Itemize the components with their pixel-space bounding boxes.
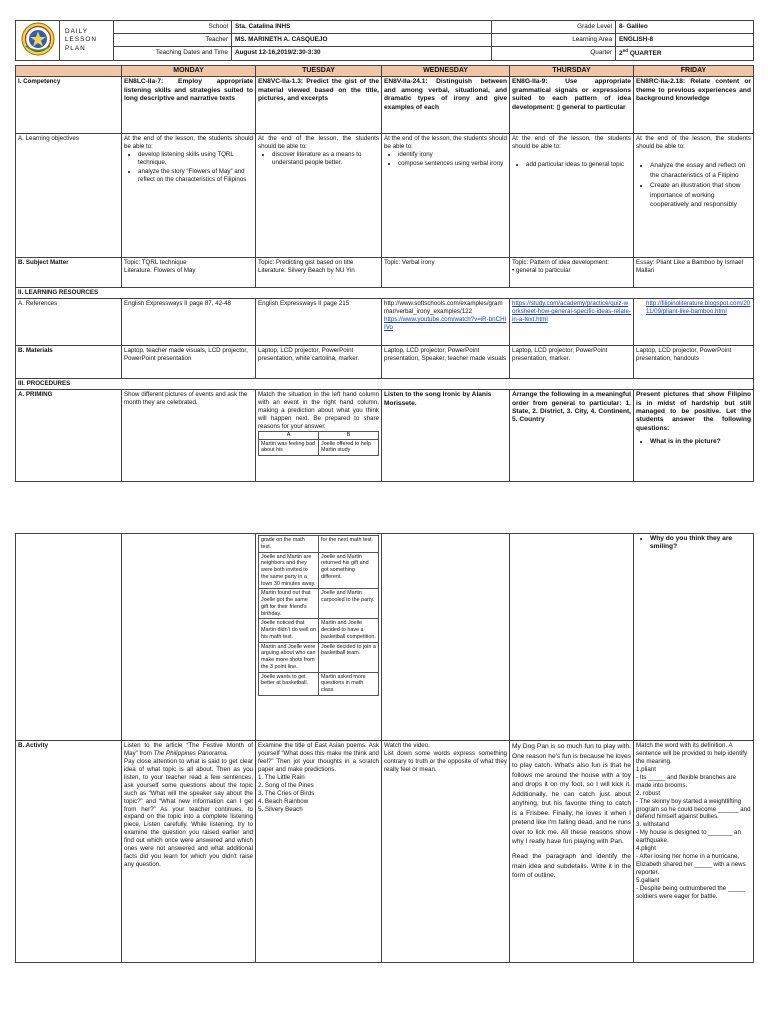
activity-source-title: The Philippines Panorama.: [153, 749, 228, 757]
activity-thursday: [510, 741, 634, 963]
reference-link[interactable]: http://filipinoliterature.blogspot.com/2011/09/pliant-like-bamboo.html: [646, 300, 751, 316]
column-b-header: B: [319, 431, 379, 439]
priming-friday: [634, 390, 754, 482]
matching-cell: grade on the math test.: [259, 536, 319, 553]
teaching-dates-label: Teaching Dates and Time: [114, 46, 232, 60]
activity-wednesday: [382, 741, 510, 963]
vocabulary-line: 1.pliant: [636, 765, 656, 773]
learning-resources-row: [16, 288, 754, 299]
vocabulary-line: 5.gallant: [636, 876, 660, 884]
activity-tuesday: [256, 741, 382, 963]
title-line: DAILY: [65, 27, 88, 35]
activity-monday: [122, 741, 256, 963]
matching-row: [259, 552, 379, 589]
objectives-row: [16, 134, 754, 258]
subject-friday: Essay: Pliant Like a Bamboo by Ismael Mallari: [634, 258, 754, 288]
competency-friday: EN8RC-IIa-2.18: Relate content or theme to previous experiences and background knowledge: [634, 77, 754, 134]
materials-wednesday: Laptop, LCD projector, PowerPoint presentation, Speaker, teacher made visuals: [382, 346, 510, 379]
learning-resources-heading: II. LEARNING RESOURCES: [16, 288, 754, 299]
quarter-suffix: nd: [622, 48, 629, 54]
objectives-label: A. Learning objectives: [16, 134, 122, 258]
priming-label: A. PRIMING: [16, 390, 122, 482]
matching-table-continued: [258, 535, 379, 696]
activity-text: Read the paragraph and identify the main idea and subdetails. Write it in the form of outline.: [512, 853, 631, 880]
priming-row-continued: [16, 534, 754, 741]
subject-tuesday: [256, 258, 382, 288]
subject-line: Literature: Flowers of May: [124, 267, 196, 275]
matching-cell: Joelle and Martin are neighbors and they were both invited to the same party in a town 30 minutes away.: [259, 552, 319, 589]
priming-friday-continued: [634, 534, 754, 741]
vocabulary-line: - Despite being outnumbered the _____ soldiers were eager for battle.: [636, 884, 746, 900]
vocabulary-line: Match the word with its definition. A sentence will be provided to help identify the meaning.: [636, 742, 748, 765]
poem-title: 5. Silvery Beach: [258, 805, 303, 813]
poem-title: 1. The Little Rain: [258, 773, 305, 781]
subject-matter-row: [16, 258, 754, 288]
matching-row: [259, 642, 379, 672]
competency-tuesday: EN8VC-IIa-1.3: Predict the gist of the material viewed based on the title, pictures, and excerpts: [256, 77, 382, 134]
teaching-dates-value: August 12-16,2019/2:30-3:30: [232, 46, 492, 60]
priming-instructions: Match the situation in the left hand column with an event in the right hand column, making a prediction about what you think will happen next. Be prepared to share reasons for your answer.: [258, 391, 379, 430]
matching-row: [259, 619, 379, 642]
objectives-intro: At the end of the lesson, the students should be able to:: [384, 135, 507, 151]
competency-label: I. Competency: [16, 77, 122, 134]
school-label: School: [114, 21, 232, 34]
subject-thursday: [510, 258, 634, 288]
objectives-intro: At the end of the lesson, the students should be able to:: [636, 135, 751, 151]
matching-cell: Joelle offered to help Martin study: [319, 439, 379, 456]
corner-cell: [16, 66, 122, 77]
poem-title: 4. Beach Rainbow: [258, 797, 309, 805]
quarter-label: Quarter: [492, 46, 616, 60]
activity-row: [16, 741, 754, 963]
priming-tuesday-continued: [256, 534, 382, 741]
day-header-friday: FRIDAY: [634, 66, 754, 77]
matching-cell: Martin found out that Joelle got the same gift for their friend's birthday.: [259, 589, 319, 619]
priming-wednesday: Listen to the song Ironic by Alanis Morissete.: [382, 390, 510, 482]
learning-area-label: Learning Area: [492, 33, 616, 46]
poem-title: 3. The Cries of Birds: [258, 789, 315, 797]
objectives-friday: [634, 134, 754, 258]
priming-friday-text: Present pictures that show Filipino is in midst of hardship but still managed to be positive. Let the students answer the following questions:: [636, 391, 751, 432]
matching-cell: for the next math test.: [319, 536, 379, 553]
poem-title: 2. Song of the Pines: [258, 781, 314, 789]
objective-item: • Analyze the essay and reflect on the characteristics of a Filipino: [650, 161, 751, 180]
matching-row: [259, 536, 379, 553]
reference-link[interactable]: https://study.com/academy/practice/quiz-worksheet-how-general-specific-ideas-relate-in-a-text.html: [512, 300, 631, 323]
title-line: PLAN: [65, 44, 86, 52]
priming-question: • Why do you think they are smiling?: [650, 535, 751, 552]
lesson-plan-table-continued: [15, 533, 754, 963]
column-a-header: A: [259, 431, 319, 439]
grade-level-value: 8- Galileo: [616, 21, 754, 34]
activity-text: Pay close attention to what is said to get clear idea of what topic is all about. Then as you listen, to your teacher read a few sentences, ask yourself some questions about the topic such as “What will the speaker say about the topic?” and “What new information can I get from her?” As your teacher continues, to expand on the topic into a complete listening piece, Listen carefully. While listening, try to examine the question you raised earlier and find out which once were answered and which ones were not answered and what additional facts did you learn for which you didn't raise any question.: [124, 757, 253, 869]
subject-line: Topic: TQRL technique: [124, 259, 187, 267]
priming-wednesday-continued: [382, 534, 510, 741]
vocabulary-line: 4.plight: [636, 845, 656, 853]
day-header-wednesday: WEDNESDAY: [382, 66, 510, 77]
objectives-intro: At the end of the lesson, the students should be able to:: [124, 135, 253, 151]
activity-friday: [634, 741, 754, 963]
objectives-monday: [122, 134, 256, 258]
subject-line: • general to particular: [512, 267, 571, 275]
teacher-value: MS. MARINETH A. CASQUEJO: [232, 33, 492, 46]
competency-monday: EN8LC-IIa-7: Employ appropriate listening skills and strategies suited to long descriptive and narrative texts: [122, 77, 256, 134]
objective-item: • compose sentences using verbal irony: [398, 160, 507, 168]
objectives-intro: At the end of the lesson, the students should be able to:: [258, 135, 379, 151]
quarter-number: 2: [619, 50, 623, 58]
vocabulary-line: - The skinny boy started a weightlifting program so he could become ______ and defend himself against bullies.: [636, 797, 751, 821]
reference-text: http://www.softschools.com/examples/grammar/verbal_irony_examples/122: [384, 300, 503, 316]
matching-row: [259, 589, 379, 619]
activity-paragraph: My Dog Pan is so much fun to play with. One reason he's fun is because he loves to play catch. What's also fun is that he follows me around the house with a toy and drops it on my foot, so I will kick it. Additionally, he can catch just about anything, but his favorite thing to catch is a Frisbee. Finally, he loves it when I pretend like I'm falling dead, and he runs over to lick me. All these reasons show why I really have fun playing with Pan.: [512, 743, 631, 846]
matching-cell: Joelle wants to get better at basketball.: [259, 672, 319, 695]
priming-question: • What is in the picture?: [650, 438, 751, 446]
objective-item: • Create an illustration that show importance of working cooperatively and responsibly: [650, 181, 751, 210]
activity-text: Watch the video.: [384, 742, 430, 749]
objective-item: • add particular ideas to general topic: [526, 161, 631, 169]
activity-label: B. Activity: [16, 741, 122, 963]
seal-icon: [21, 22, 55, 56]
objective-item: • analyze the story “Flowers of May” and reflect on the characteristics of Filipinos: [138, 168, 253, 184]
references-row: [16, 299, 754, 346]
day-header-monday: MONDAY: [122, 66, 256, 77]
subject-monday: [122, 258, 256, 288]
subject-line: Topic: Pattern of idea development:: [512, 259, 609, 267]
materials-monday: Laptop, teacher made visuals, LCD projector, PowerPoint presentation: [122, 346, 256, 379]
school-logo: [16, 21, 60, 61]
matching-cell: Martin was feeling bad about his: [259, 439, 319, 456]
objective-item: • develop listening skills using TQRL technique,: [138, 151, 253, 167]
learning-area-value: ENGLISH-8: [616, 33, 754, 46]
materials-label: B. Materials: [16, 346, 122, 379]
header-table: [15, 20, 754, 61]
references-monday: English Expressways II page 87, 42-48: [122, 299, 256, 346]
matching-cell: Joelle and Martin returned his gift and got something different.: [319, 552, 379, 589]
vocabulary-line: 2. robust: [636, 789, 661, 797]
objective-item: • identify irony: [398, 151, 507, 159]
teacher-label: Teacher: [114, 33, 232, 46]
grade-level-label: Grade Level: [492, 21, 616, 34]
vocabulary-line: 3. withstand: [636, 821, 670, 829]
competency-row: [16, 77, 754, 134]
priming-thursday-continued: [510, 534, 634, 741]
activity-text: Listen to the article “The Festive Month of May” from: [124, 742, 253, 757]
vocabulary-line: - Its _____ and flexible branches are made into brooms.: [636, 773, 737, 789]
reference-link[interactable]: https://www.youtube.com/watch?v=iR-bnCHIIVo: [384, 316, 507, 331]
references-friday: [634, 299, 754, 346]
subject-line: Topic: Predicting gist based on title: [258, 259, 354, 267]
lesson-plan-page-2: [15, 533, 753, 963]
references-wednesday: [382, 299, 510, 346]
references-thursday: [510, 299, 634, 346]
daily-lesson-plan-title: [60, 21, 114, 61]
matching-table: [258, 431, 379, 456]
objectives-intro: At the end of the lesson, the students should be able to:: [512, 135, 631, 151]
matching-cell: Joelle noticed that Martin didn't do well on his math test.: [259, 619, 319, 642]
priming-monday: Show different pictures of events and ask the month they are celebrated.: [122, 390, 256, 482]
matching-cell: Joelle decided to join a basketball team.: [319, 642, 379, 672]
day-header-thursday: THURSDAY: [510, 66, 634, 77]
priming-thursday: Arrange the following in a meaningful order from general to particular: 1. State, 2. District, 3. City, 4. Continent, 5. Country: [510, 390, 634, 482]
procedures-row: [16, 379, 754, 390]
competency-thursday: EN8G-IIa-9: Use appropriate grammatical signals or expressions suited to each pattern of idea development: ▯ general to particular: [510, 77, 634, 134]
quarter-value: [616, 46, 754, 60]
vocabulary-line: - My house is designed to _______ an earthquake.: [636, 829, 741, 845]
matching-cell: Martin asked more questions in math class.: [319, 672, 379, 695]
school-value: Sta. Catalina INHS: [232, 21, 492, 34]
matching-cell: Joelle and Martin carpooled to the party.: [319, 589, 379, 619]
priming-label-continued: [16, 534, 122, 741]
objectives-tuesday: [256, 134, 382, 258]
subject-wednesday: Topic: Verbal irony: [382, 258, 510, 288]
vocabulary-line: - After losing her home in a hurricane, Elizabeth shared her _____ with a news reporter.: [636, 853, 746, 876]
matching-row: [259, 672, 379, 695]
lesson-plan-page-1: [15, 20, 753, 482]
day-header-tuesday: TUESDAY: [256, 66, 382, 77]
competency-wednesday: EN8V-IIa-24.1: Distinguish between and among verbal, situational, and dramatic types of irony and give examples of each: [382, 77, 510, 134]
matching-cell: Martin and Joelle were arguing about who can make more shots from the 3 point line.: [259, 642, 319, 672]
references-tuesday: English Expressways II page 215: [256, 299, 382, 346]
quarter-text: QUARTER: [628, 50, 662, 58]
priming-row: [16, 390, 754, 482]
priming-monday-continued: [122, 534, 256, 741]
subject-line: Literature: Silvery Beach by NU Yin: [258, 267, 355, 275]
materials-friday: Laptop, LCD projector, PowerPoint presentation, handouts: [634, 346, 754, 379]
subject-matter-label: B. Subject Matter: [16, 258, 122, 288]
procedures-heading: III. PROCEDURES: [16, 379, 754, 390]
activity-text: List down some words express something contrary to truth or the opposite of what they really feel or mean.: [384, 749, 507, 773]
objectives-thursday: [510, 134, 634, 258]
matching-cell: Martin and Joelle decided to have a basketball competition.: [319, 619, 379, 642]
objectives-wednesday: [382, 134, 510, 258]
objective-item: • discover literature as a means to understand people better.: [272, 151, 379, 167]
lesson-plan-table: [15, 65, 754, 482]
materials-row: [16, 346, 754, 379]
references-label: A. References: [16, 299, 122, 346]
materials-thursday: Laptop, LCD projector, PowerPoint presentation, marker.: [510, 346, 634, 379]
materials-tuesday: Laptop, LCD projector, PowerPoint presentation, white cartolina, marker.: [256, 346, 382, 379]
activity-text: Examine the title of East Asian poems. Ask yourself “What does this make me think and feel?” Then jot your thoughts in a scratch paper and make predictions.: [258, 742, 379, 773]
priming-tuesday: [256, 390, 382, 482]
title-line: LESSON: [65, 36, 97, 44]
